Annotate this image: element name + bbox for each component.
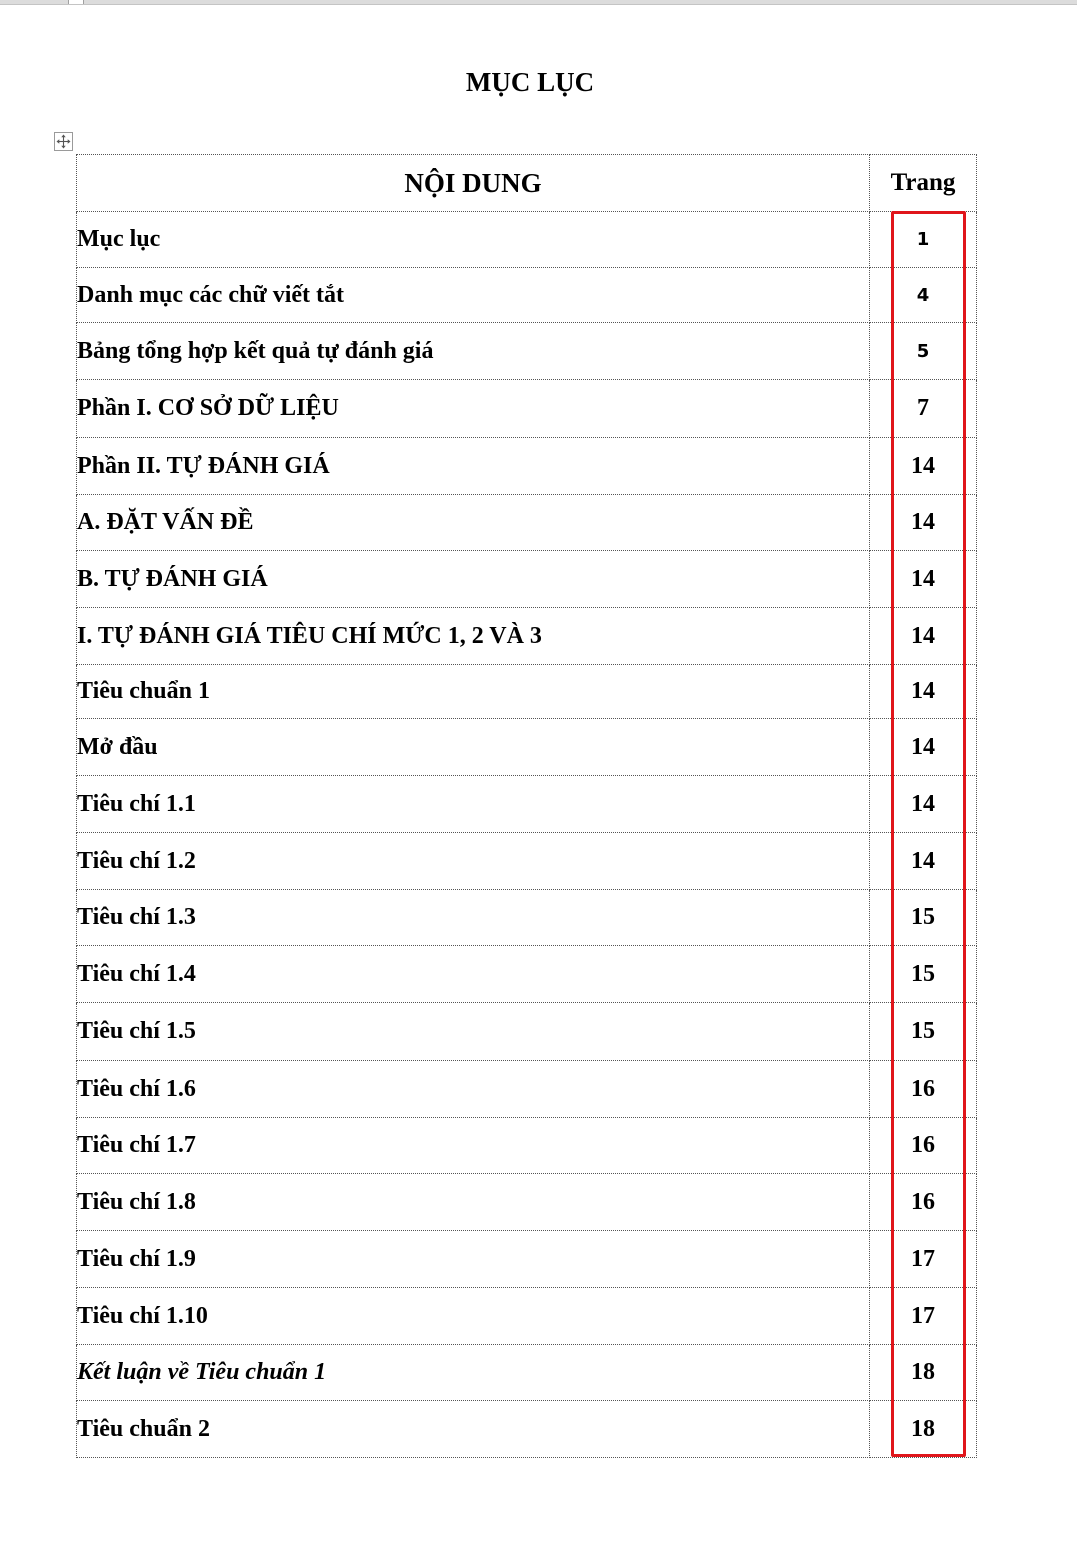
table-row bbox=[77, 608, 977, 665]
toc-entry-page: 18 bbox=[870, 1345, 977, 1401]
table-row bbox=[77, 380, 977, 438]
toc-entry-text: Tiêu chí 1.9 bbox=[77, 1231, 870, 1288]
toc-entry-text: Tiêu chí 1.4 bbox=[77, 946, 870, 1003]
table-row bbox=[77, 1174, 977, 1231]
table-row bbox=[77, 1345, 977, 1401]
toc-entry-page: 14 bbox=[870, 833, 977, 890]
header-content: NỘI DUNG bbox=[77, 155, 870, 212]
toc-entry-text: Tiêu chuẩn 1 bbox=[77, 665, 870, 719]
toc-entry-text: Tiêu chí 1.3 bbox=[77, 890, 870, 946]
table-row bbox=[77, 890, 977, 946]
table-row bbox=[77, 212, 977, 268]
table-row bbox=[77, 665, 977, 719]
table-row bbox=[77, 551, 977, 608]
toc-entry-text: Danh mục các chữ viết tắt bbox=[77, 268, 870, 323]
table-row bbox=[77, 1231, 977, 1288]
toc-entry-page: 16 bbox=[870, 1174, 977, 1231]
toc-entry-text: I. TỰ ĐÁNH GIÁ TIÊU CHÍ MỨC 1, 2 VÀ 3 bbox=[77, 608, 870, 665]
toc-entry-text: Phần I. CƠ SỞ DỮ LIỆU bbox=[77, 380, 870, 438]
toc-entry-page: 14 bbox=[870, 719, 977, 776]
toc-entry-page: 14 bbox=[870, 665, 977, 719]
ruler-marker[interactable] bbox=[68, 0, 84, 4]
table-row bbox=[77, 438, 977, 495]
toc-entry-text: Tiêu chí 1.1 bbox=[77, 776, 870, 833]
toc-entry-text: Tiêu chí 1.2 bbox=[77, 833, 870, 890]
toc-entry-page: 14 bbox=[870, 551, 977, 608]
toc-entry-text: Kết luận về Tiêu chuẩn 1 bbox=[77, 1345, 870, 1401]
table-row bbox=[77, 776, 977, 833]
toc-entry-text: Tiêu chí 1.8 bbox=[77, 1174, 870, 1231]
toc-entry-text: A. ĐẶT VẤN ĐỀ bbox=[77, 495, 870, 551]
document-title: MỤC LỤC bbox=[465, 67, 595, 97]
table-row bbox=[77, 495, 977, 551]
toc-entry-text: Phần II. TỰ ĐÁNH GIÁ bbox=[77, 438, 870, 495]
toc-entry-page: 16 bbox=[870, 1118, 977, 1174]
toc-entry-text: Bảng tổng hợp kết quả tự đánh giá bbox=[77, 323, 870, 380]
toc-entry-text: Tiêu chí 1.6 bbox=[77, 1061, 870, 1118]
toc-entry-text: Mở đầu bbox=[77, 719, 870, 776]
table-move-handle[interactable] bbox=[54, 132, 73, 151]
toc-entry-text: Mục lục bbox=[77, 212, 870, 268]
toc-entry-page: 15 bbox=[870, 1003, 977, 1061]
toc-entry-page: 18 bbox=[870, 1401, 977, 1458]
toc-entry-page: 1 bbox=[870, 212, 977, 268]
toc-entry-text: Tiêu chí 1.10 bbox=[77, 1288, 870, 1345]
toc-entry-page: 14 bbox=[870, 495, 977, 551]
table-row bbox=[77, 1118, 977, 1174]
header-page: Trang bbox=[870, 155, 977, 212]
toc-entry-page: 14 bbox=[870, 438, 977, 495]
toc-entry-page: 14 bbox=[870, 608, 977, 665]
table-row bbox=[77, 1401, 977, 1458]
toc-entry-page: 7 bbox=[870, 380, 977, 438]
toc-entry-page: 4 bbox=[870, 268, 977, 323]
table-row bbox=[77, 323, 977, 380]
toc-entry-text: Tiêu chuẩn 2 bbox=[77, 1401, 870, 1458]
toc-entry-page: 5 bbox=[870, 323, 977, 380]
toc-entry-text: Tiêu chí 1.7 bbox=[77, 1118, 870, 1174]
table-header-row bbox=[77, 155, 977, 212]
toc-entry-page: 15 bbox=[870, 890, 977, 946]
table-row bbox=[77, 268, 977, 323]
move-arrows-icon bbox=[56, 134, 71, 149]
table-row bbox=[77, 833, 977, 890]
ruler-bar bbox=[0, 0, 1077, 5]
table-row bbox=[77, 1288, 977, 1345]
toc-entry-page: 15 bbox=[870, 946, 977, 1003]
table-row bbox=[77, 1003, 977, 1061]
toc-entry-page: 14 bbox=[870, 776, 977, 833]
toc-entry-text: Tiêu chí 1.5 bbox=[77, 1003, 870, 1061]
toc-entry-page: 17 bbox=[870, 1231, 977, 1288]
toc-entry-page: 16 bbox=[870, 1061, 977, 1118]
table-row bbox=[77, 1061, 977, 1118]
table-row bbox=[77, 946, 977, 1003]
table-row bbox=[77, 719, 977, 776]
toc-entry-text: B. TỰ ĐÁNH GIÁ bbox=[77, 551, 870, 608]
toc-entry-page: 17 bbox=[870, 1288, 977, 1345]
table-of-contents bbox=[76, 154, 977, 1458]
table-body bbox=[77, 212, 977, 1458]
